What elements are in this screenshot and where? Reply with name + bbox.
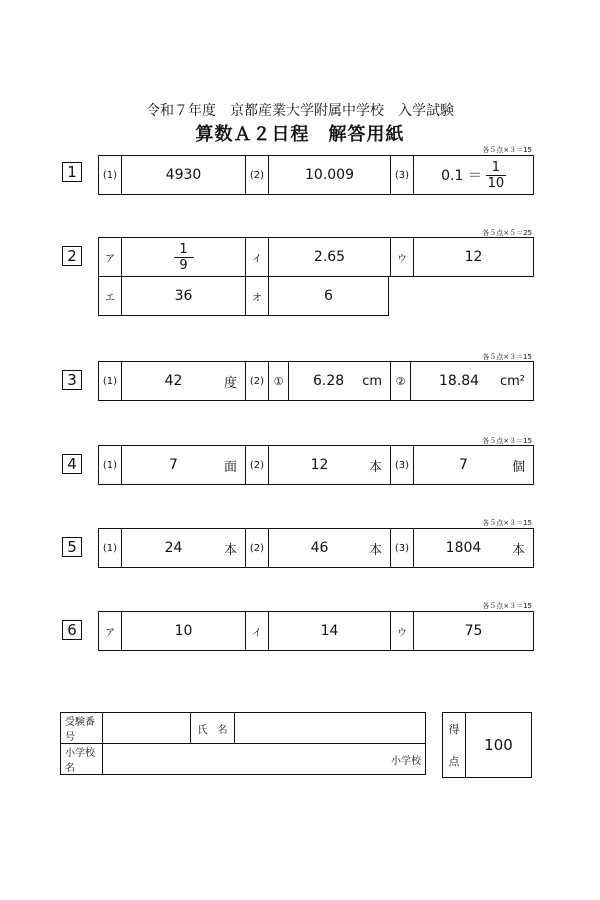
q1-answer-3-prefix: 0.1 ＝	[441, 168, 482, 184]
q3-cell-3	[390, 362, 533, 400]
q2-answer-row-2	[98, 276, 389, 316]
q1-answer-3	[413, 156, 533, 194]
q2-cell-o	[245, 277, 388, 315]
q6-points: 各５点×３＝15	[482, 602, 532, 610]
q1-answer-1: 4930	[121, 156, 245, 194]
q2-cell-i	[245, 238, 390, 276]
school-name-label: 小学校名	[61, 744, 103, 775]
exam-number-field[interactable]	[103, 713, 191, 744]
q3-cell-2	[245, 362, 390, 400]
q3-sub-label-2: ②	[391, 362, 411, 400]
q5-label-2: (2)	[249, 542, 265, 554]
q5-answer-2-value: 46	[310, 540, 329, 556]
q2-answer-u: 12	[413, 238, 533, 276]
q4-answer-3	[413, 446, 533, 484]
q1-label-1: (1)	[102, 169, 118, 181]
q5-answer-1-value: 24	[164, 540, 183, 556]
q3-label-1: (1)	[102, 375, 118, 387]
school-suffix: 小学校	[391, 755, 421, 767]
q5-label-3: (3)	[394, 542, 410, 554]
q2-answer-e: 36	[121, 277, 245, 315]
q1-cell-3	[390, 156, 533, 194]
q2-points: 各５点×５＝25	[482, 229, 532, 237]
score-label-1: 得	[448, 723, 460, 736]
q5-label-1: (1)	[102, 542, 118, 554]
name-field[interactable]	[235, 713, 426, 744]
q4-answer-2	[268, 446, 390, 484]
q3-answer-2-unit: cm	[362, 373, 382, 389]
q1-label-2: (2)	[249, 169, 265, 181]
q5-answer-2-unit: 本	[368, 542, 382, 558]
exam-number-label: 受験番号	[61, 713, 103, 744]
q4-answer-2-unit: 本	[368, 459, 382, 475]
q4-answer-1	[121, 446, 245, 484]
q4-answer-1-value: 7	[169, 457, 178, 473]
q3-answer-3-unit: cm²	[499, 373, 525, 389]
q4-label-3: (3)	[394, 459, 410, 471]
q1-number: 1	[62, 162, 82, 182]
q1-points: 各５点×３＝15	[482, 146, 532, 154]
q4-cell-2	[245, 446, 390, 484]
q2-cell-a	[99, 238, 245, 276]
q5-answer-3	[413, 529, 533, 567]
q3-answer-1-unit: 度	[223, 375, 237, 391]
q1-answer-3-fraction	[486, 161, 506, 190]
q6-cell-i	[245, 612, 390, 650]
q2-label-u: ウ	[397, 253, 407, 265]
q2-fraction-numerator: 1	[179, 241, 188, 257]
q2-cell-u	[390, 238, 533, 276]
q2-label-o: オ	[252, 292, 262, 304]
q2-answer-i: 2.65	[268, 238, 390, 276]
q2-answer-a	[121, 238, 245, 276]
q2-label-e: エ	[105, 292, 115, 304]
header-line-1: 令和７年度 京都産業大学附属中学校 入学試験	[146, 103, 454, 119]
q5-answer-2	[268, 529, 390, 567]
q4-answer-3-value: 7	[459, 457, 468, 473]
q4-cell-3	[390, 446, 533, 484]
q6-label-a: ア	[105, 627, 115, 639]
q5-answer-3-value: 1804	[445, 540, 482, 556]
q3-answer-3-value: 18.84	[439, 373, 480, 389]
q5-cell-3	[390, 529, 533, 567]
q4-answer-row	[98, 445, 534, 485]
q4-points: 各５点×３＝15	[482, 437, 532, 445]
q3-points: 各５点×３＝15	[482, 353, 532, 361]
q3-sub-label-1: ①	[269, 362, 289, 400]
name-label: 氏 名	[191, 713, 235, 744]
q6-cell-u	[390, 612, 533, 650]
score-label	[443, 713, 466, 777]
q1-label-3: (3)	[394, 169, 410, 181]
q5-answer-3-unit: 本	[511, 542, 525, 558]
q2-answer-a-fraction	[174, 243, 194, 272]
q3-answer-2-value: 6.28	[313, 373, 345, 389]
q5-number: 5	[62, 537, 82, 557]
q1-answer-2: 10.009	[268, 156, 390, 194]
q5-answer-row	[98, 528, 534, 568]
q6-answer-a: 10	[121, 612, 245, 650]
q4-number: 4	[62, 454, 82, 474]
q2-answer-o: 6	[268, 277, 388, 315]
q5-answer-1	[121, 529, 245, 567]
q2-cell-e	[99, 277, 245, 315]
score-label-2: 点	[448, 755, 460, 768]
header-line-2: 算数Ａ２日程 解答用紙	[195, 124, 405, 145]
q6-answer-row	[98, 611, 534, 651]
q4-label-1: (1)	[102, 459, 118, 471]
q6-cell-a	[99, 612, 245, 650]
school-name-field[interactable]	[103, 744, 426, 775]
q3-answer-1	[121, 362, 245, 400]
q6-number: 6	[62, 620, 82, 640]
q6-answer-i: 14	[268, 612, 390, 650]
q2-label-a: ア	[105, 253, 115, 265]
q6-answer-u: 75	[413, 612, 533, 650]
q3-answer-row	[98, 361, 534, 401]
q1-answer-row	[98, 155, 534, 195]
q5-cell-2	[245, 529, 390, 567]
q6-label-u: ウ	[397, 627, 407, 639]
q3-number: 3	[62, 370, 82, 390]
q6-label-i: イ	[252, 627, 262, 639]
q4-answer-1-unit: 面	[223, 459, 237, 475]
q1-fraction-numerator: 1	[491, 159, 500, 175]
score-box	[442, 712, 532, 778]
q3-answer-1-value: 42	[164, 373, 183, 389]
q4-label-2: (2)	[249, 459, 265, 471]
q3-label-2: (2)	[249, 375, 265, 387]
q5-points: 各５点×３＝15	[482, 519, 532, 527]
q4-answer-3-unit: 個	[511, 459, 525, 475]
score-value: 100	[484, 736, 513, 754]
q2-label-i: イ	[252, 253, 262, 265]
q5-cell-1	[99, 529, 245, 567]
examinee-info-table	[60, 712, 426, 775]
q1-cell-2	[245, 156, 390, 194]
q1-cell-1	[99, 156, 245, 194]
q4-cell-1	[99, 446, 245, 484]
q5-answer-1-unit: 本	[223, 542, 237, 558]
q2-number: 2	[62, 246, 82, 266]
q3-cell-1	[99, 362, 245, 400]
q3-answer-3	[391, 362, 533, 400]
q1-fraction-denominator: 10	[487, 175, 505, 191]
q4-answer-2-value: 12	[310, 457, 329, 473]
q2-answer-row-1	[98, 237, 534, 277]
q2-fraction-denominator: 9	[179, 257, 188, 273]
q3-answer-2	[268, 362, 390, 400]
